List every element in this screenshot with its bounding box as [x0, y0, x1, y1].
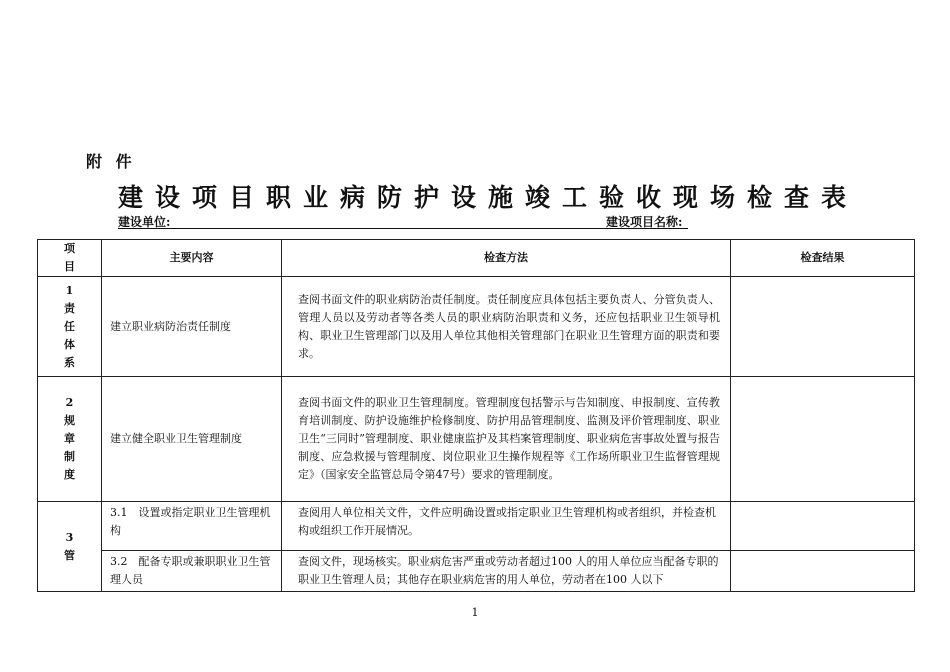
row-index-char: 任: [64, 319, 75, 333]
row-index-char: 2: [65, 396, 74, 409]
row-content: 建立健全职业卫生管理制度: [102, 377, 282, 502]
table-row: [38, 377, 915, 502]
row-result[interactable]: [731, 502, 915, 551]
row-index-2: [38, 377, 102, 502]
table-row: [38, 551, 915, 592]
table-row: [38, 502, 915, 551]
row-index-char: 度: [64, 468, 75, 481]
column-header-method: 检查方法: [282, 240, 731, 277]
column-header-result: 检查结果: [731, 240, 915, 277]
row-result[interactable]: [731, 551, 915, 592]
row-content: 3.1 设置或指定职业卫生管理机构: [102, 502, 282, 551]
row-index-char: 系: [64, 355, 75, 369]
row-index-char: 规: [64, 414, 75, 427]
column-header-item-chars: 项目: [64, 242, 75, 273]
row-index-3: [38, 502, 102, 592]
page-number: 1: [471, 606, 479, 619]
project-name-label: 建设项目名称:: [606, 215, 683, 229]
row-index-char: 3: [65, 530, 74, 544]
row-index-char: 1: [65, 283, 74, 297]
row-result[interactable]: [731, 277, 915, 377]
row-content: 建立职业病防治责任制度: [102, 277, 282, 377]
row-index-char: 章: [64, 432, 75, 445]
row-index-char: 责: [64, 301, 75, 315]
construction-unit-label: 建设单位:: [118, 215, 171, 229]
row-result[interactable]: [731, 377, 915, 502]
row-content: 3.2 配备专职或兼职职业卫生管理人员: [102, 551, 282, 592]
row-method: 查阅文件，现场核实。职业病危害严重或劳动者超过100 人的用人单位应当配备专职的职业卫生管理人员；其他存在职业病危害的用人单位，劳动者在100 人以下: [282, 551, 731, 592]
row-index-1: [38, 277, 102, 377]
column-header-item-text: [38, 240, 101, 276]
table-row: [38, 277, 915, 377]
header-underline: [118, 228, 688, 229]
column-header-content: 主要内容: [102, 240, 282, 277]
table-header-row: [38, 240, 915, 277]
row-method: 查阅用人单位相关文件，文件应明确设置或指定职业卫生管理机构或者组织，并检查机构或组织工作开展情况。: [282, 502, 731, 551]
row-index-char: 体: [64, 337, 75, 351]
inspection-table: [37, 239, 915, 592]
row-method: 查阅书面文件的职业卫生管理制度。管理制度包括警示与告知制度、申报制度、宣传教育培训制度、防护设施维护检修制度、防护用品管理制度、监测及评价管理制度、职业卫生“三同时”管理制度、职业健康监护及其档案管理制度、职业病危害事故处置与报告制度、应急救援与管理制度、岗位职业卫生操作规程等《工作场所职业卫生监督管理规定》（国家安全监管总局令第47号）要求的管理制度。: [282, 377, 731, 502]
row-method: 查阅书面文件的职业病防治责任制度。责任制度应具体包括主要负责人、分管负责人、管理人员以及劳动者等各类人员的职业病防治职责和义务，还应包括职业卫生领导机构、职业卫生管理部门以及用人单位其他相关管理部门在职业卫生管理方面的职责和要求。: [282, 277, 731, 377]
column-header-item: [38, 240, 102, 277]
row-index-char: 管: [64, 548, 75, 562]
page-title: 建设项目职业病防护设施竣工验收现场检查表: [118, 183, 859, 212]
annex-label: 附 件: [86, 152, 136, 171]
row-index-char: 制: [64, 450, 75, 463]
